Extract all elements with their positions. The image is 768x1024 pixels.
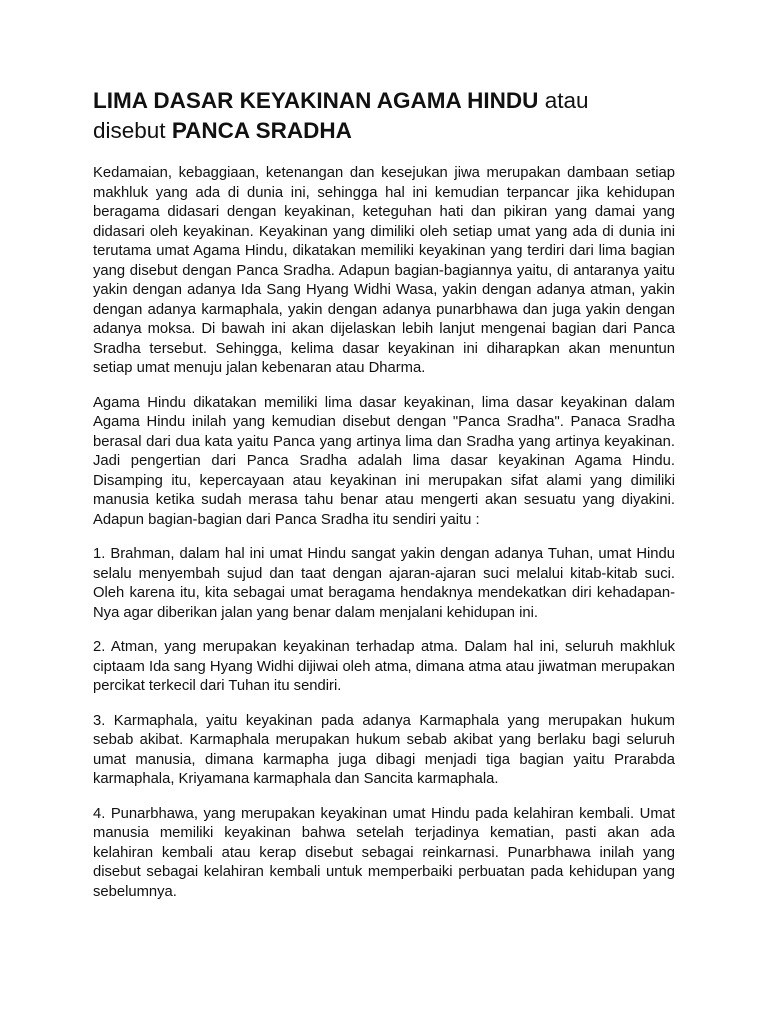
document-page [93, 86, 675, 917]
page-title [93, 86, 675, 146]
title-panca-sradha: PANCA SRADHA [171, 118, 352, 143]
paragraph-intro: Kedamaian, kebaggiaan, ketenangan dan kesejukan jiwa merupakan dambaan setiap makhluk yang ada di dunia ini, sehingga hal ini kemudian terpancar jika kehidupan beragama didasari dengan keyakinan, keteguhan hati dan pikiran yang damai yang didasari oleh keyakinan. Keyakinan yang dimiliki oleh setiap umat yang ada di dunia ini terutama umat Agama Hindu, dikatakan memiliki keyakinan yang terdiri dari lima bagian yang disebut dengan Panca Sradha. Adapun bagian-bagiannya yaitu, di antaranya yaitu yakin dengan adanya Ida Sang Hyang Widhi Wasa, yakin dengan adanya atman, yakin dengan adanya karmaphala, yakin dengan adanya punarbhawa dan juga yakin dengan adanya moksa. Di bawah ini akan dijelaskan lebih lanjut mengenai bagian dari Panca Sradha tersebut. Sehingga, kelima dasar keyakinan ini diharapkan akan menuntun setiap umat menuju jalan kebenaran atau Dharma. [93, 165, 675, 376]
list-item-karmaphala: 3. Karmaphala, yaitu keyakinan pada adanya Karmaphala yang merupakan hukum sebab akibat. Karmaphala merupakan hukum sebab akibat yang berlaku bagi seluruh umat manusia, dimana karmapha juga dibagi menjadi tiga bagian yaitu Prarabda karmaphala, Kriyamana karmaphala dan Sancita karmaphala. [93, 712, 675, 787]
list-item-atman: 2. Atman, yang merupakan keyakinan terhadap atma. Dalam hal ini, seluruh makhluk ciptaam Ida sang Hyang Widhi dijiwai oleh atma, dimana atma atau jiwatman merupakan percikat terkecil dari Tuhan itu sendiri. [93, 639, 675, 694]
title-conjunction: atau [544, 88, 589, 113]
list-item-brahman: 1. Brahman, dalam hal ini umat Hindu sangat yakin dengan adanya Tuhan, umat Hindu selalu menyembah sujud dan taat dengan ajaran-ajaran suci melalui kitab-kitab suci. Oleh karena itu, kita sebagai umat beragama hendaknya mendekatkan diri kehadapan-Nya agar diberikan jalan yang benar dalam menjalani kehidupan ini. [93, 546, 675, 621]
paragraph-definition: Agama Hindu dikatakan memiliki lima dasar keyakinan, lima dasar keyakinan dalam Agama Hindu inilah yang kemudian disebut dengan "Panca Sradha". Panaca Sradha berasal dari dua kata yaitu Panca yang artinya lima dan Sradha yang artinya keyakinan. Jadi pengertian dari Panca Sradha adalah lima dasar keyakinan Agama Hindu. Disamping itu, kepercayaan atau keyakinan ini merupakan sifat alami yang dimiliki manusia ketika sudah merasa tahu benar atau mengerti akan sesuatu yang diyakini. Adapun bagian-bagian dari Panca Sradha itu sendiri yaitu : [93, 394, 675, 528]
list-item-punarbhawa: 4. Punarbhawa, yang merupakan keyakinan umat Hindu pada kelahiran kembali. Umat manusia memiliki keyakinan bahwa setelah terjadinya kematian, pasti akan ada kelahiran kembali atau kerap disebut sebagai reinkarnasi. Punarbhawa inilah yang disebut sebagai kelahiran kembali untuk memperbaiki perbuatan pada kehidupan yang sebelumnya. [93, 805, 675, 900]
title-main: LIMA DASAR KEYAKINAN AGAMA HINDU [93, 88, 539, 113]
title-disebut: disebut [93, 118, 166, 143]
